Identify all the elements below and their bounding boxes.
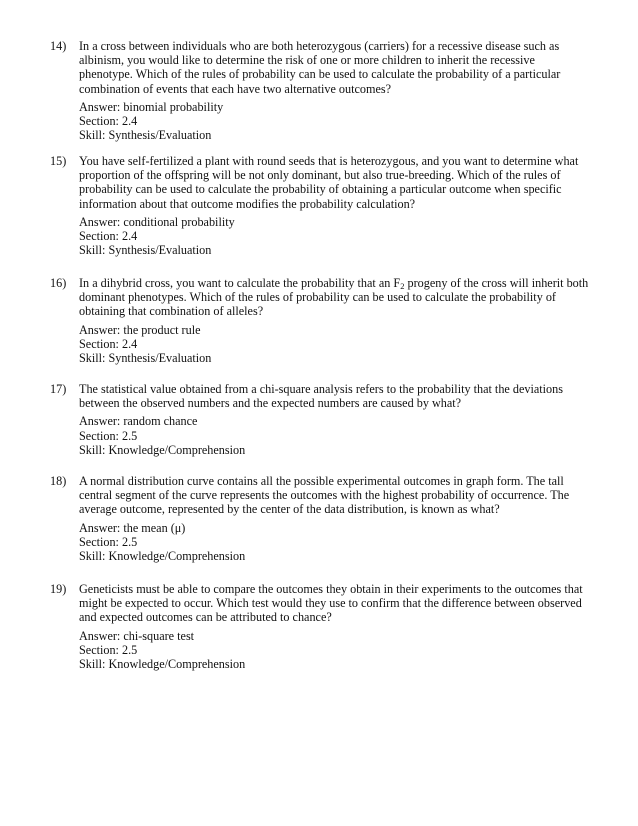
section: Section: 2.4 <box>79 229 138 244</box>
question-number: 19) <box>50 582 67 596</box>
question-text: A normal distribution curve contains all the possible experimental outcomes in graph form. The tall central segment of the curve represents the outcomes with the highest probability of occurrence. The average outcome, represented by the center of the data distribution, is known as what? <box>79 474 570 517</box>
generation-subscript: 2 <box>400 281 405 291</box>
skill: Skill: Knowledge/Comprehension <box>79 549 246 564</box>
skill: Skill: Synthesis/Evaluation <box>79 243 212 258</box>
question-number: 16) <box>50 276 67 290</box>
section: Section: 2.5 <box>79 642 138 657</box>
question-text-start: In a dihybrid cross, you want to calculate the probability that an F <box>79 276 401 290</box>
section: Section: 2.4 <box>79 114 138 129</box>
answer: Answer: the product rule <box>79 322 201 337</box>
question-text <box>79 276 590 319</box>
answer: Answer: conditional probability <box>79 214 235 229</box>
question-text: You have self-fertilized a plant with round seeds that is heterozygous, and you want to determine what proportion of the offspring will be not only dominant, but also true-breeding. Which of the rules of probability can be used to calculate the probability of obtaining a particular outcome when specific information about that outcome modifies the probability calculation? <box>79 154 579 211</box>
section: Section: 2.5 <box>79 428 138 443</box>
question-text: In a cross between individuals who are both heterozygous (carriers) for a recessive disease such as albinism, you would like to determine the risk of one or more children to inherit the recessive phenotype. Which of the rules of probability can be used to calculate the probability of a particular combination of events that each have two alternative outcomes? <box>79 39 561 96</box>
question-17 <box>50 382 590 457</box>
skill: Skill: Knowledge/Comprehension <box>79 442 246 457</box>
question-19 <box>50 582 590 671</box>
answer: Answer: the mean (μ) <box>79 520 186 535</box>
question-text-end: progeny of the cross will inherit both dominant phenotypes. Which of the rules of probability can be used to calculate the probability of obtaining that combination of alleles? <box>79 276 589 319</box>
question-14 <box>50 39 590 142</box>
question-number: 18) <box>50 474 67 488</box>
question-15 <box>50 154 590 257</box>
question-text: Geneticists must be able to compare the outcomes they obtain in their experiments to the outcomes that might be expected to occur. Which test would they use to confirm that the difference between observed and expected outcomes can be attributed to chance? <box>79 582 583 625</box>
skill: Skill: Synthesis/Evaluation <box>79 351 212 366</box>
answer: Answer: binomial probability <box>79 99 224 114</box>
answer: Answer: random chance <box>79 414 198 429</box>
question-number: 15) <box>50 154 67 168</box>
skill: Skill: Knowledge/Comprehension <box>79 657 246 672</box>
question-18 <box>50 474 590 563</box>
question-number: 17) <box>50 382 67 396</box>
question-number: 14) <box>50 39 67 53</box>
question-text: The statistical value obtained from a chi-square analysis refers to the probability that the deviations between the observed numbers and the expected numbers are caused by what? <box>79 382 563 411</box>
answer: Answer: chi-square test <box>79 628 195 643</box>
question-16 <box>50 276 590 365</box>
skill: Skill: Synthesis/Evaluation <box>79 128 212 143</box>
section: Section: 2.5 <box>79 534 138 549</box>
section: Section: 2.4 <box>79 336 138 351</box>
